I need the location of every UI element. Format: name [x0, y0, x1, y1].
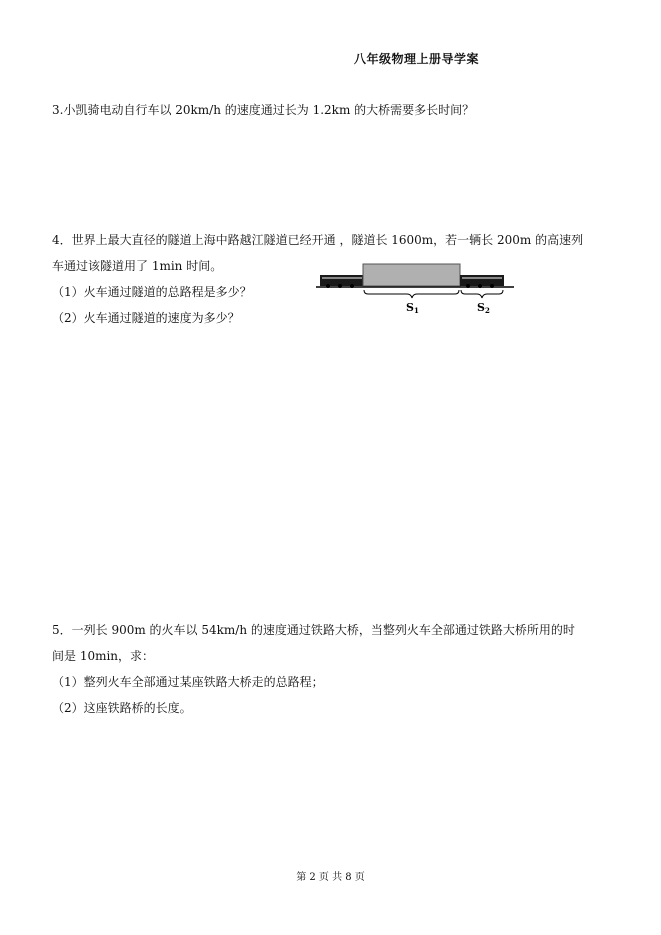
tunnel-train-diagram — [314, 262, 516, 318]
brace-s1 — [364, 290, 459, 298]
question-4-subquestion-1: （1）火车通过隧道的总路程是多少？ — [52, 285, 252, 299]
train-right-wheel — [466, 284, 470, 288]
page-footer-number: 第 2 页 共 8 页 — [296, 872, 365, 883]
brace-s2 — [461, 290, 503, 298]
train-right — [460, 275, 504, 286]
label-s1: S1 — [406, 301, 419, 315]
train-right-wheel — [478, 284, 482, 288]
train-left-wheel — [338, 284, 342, 288]
train-left-wheel — [350, 284, 354, 288]
question-4-line-1: 4．世界上最大直径的隧道上海中路越江隧道已经开通 ，隧道长 1600m，若一辆长 200m 的高速列 — [52, 233, 584, 247]
question-5-subquestion-1: （1）整列火车全部通过某座铁路大桥走的总路程； — [52, 675, 324, 689]
train-left-wheel — [326, 284, 330, 288]
train-left-stripe — [322, 277, 362, 279]
tunnel-block — [363, 264, 460, 286]
label-s2: S2 — [477, 301, 490, 315]
question-5-subquestion-2: （2）这座铁路桥的长度。 — [52, 701, 192, 715]
train-right-wheel — [490, 284, 494, 288]
page-header-title: 八年级物理上册导学案 — [354, 52, 480, 66]
question-5-line-1: 5．一列长 900m 的火车以 54km/h 的速度通过铁路大桥，当整列火车全部通过铁路大桥所用的时 — [52, 623, 575, 637]
train-left — [320, 275, 364, 286]
question-5-line-2: 间是 10min，求： — [52, 649, 155, 663]
question-4-subquestion-2: （2）火车通过隧道的速度为多少？ — [52, 311, 240, 325]
question-3-text: 3.小凯骑电动自行车以 20km/h 的速度通过长为 1.2km 的大桥需要多长时间？ — [52, 103, 475, 117]
question-4-line-2: 车通过该隧道用了 1min 时间。 — [52, 259, 223, 273]
train-right-stripe — [462, 277, 502, 279]
